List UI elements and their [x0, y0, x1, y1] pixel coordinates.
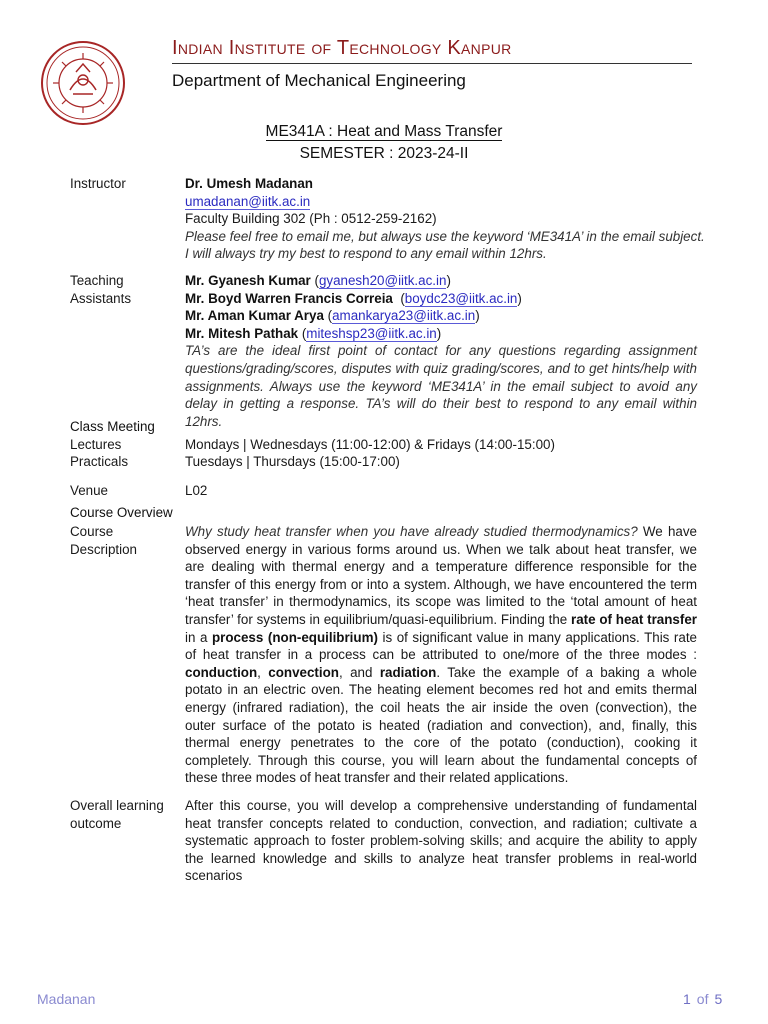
instructor-office: Faculty Building 302 (Ph : 0512-259-2162) — [185, 211, 437, 227]
iitk-logo — [40, 40, 126, 126]
instructor-note-line2: I will always try my best to respond to any email within 12hrs. — [185, 246, 547, 262]
ta-item: Mr. Mitesh Pathak (miteshsp23@iitk.ac.in) — [185, 325, 442, 341]
course-overview-heading: Course Overview — [70, 505, 173, 520]
ta-item: Mr. Boyd Warren Francis Correia (boydc23@iitk.ac.in) — [185, 290, 522, 306]
ta-label: Teaching Assistants — [70, 273, 132, 306]
instructor-label: Instructor — [70, 176, 126, 191]
semester: SEMESTER : 2023-24-II — [299, 145, 469, 162]
page-number: 1 of 5 — [683, 991, 723, 1007]
ta-email-link[interactable]: boydc23@iitk.ac.in — [404, 290, 518, 306]
ta-block — [185, 272, 697, 430]
department-name: Department of Mechanical Engineering — [172, 71, 466, 90]
course-description-label: Course Description — [70, 524, 137, 557]
course-title: ME341A : Heat and Mass Transfer — [265, 123, 503, 140]
learning-outcome-label: Overall learning outcome — [70, 798, 164, 831]
ta-email-link[interactable]: gyanesh20@iitk.ac.in — [318, 273, 447, 288]
ta-email-link[interactable]: miteshsp23@iitk.ac.in — [306, 325, 437, 341]
instructor-block — [185, 175, 705, 263]
instructor-email-link[interactable]: umadanan@iitk.ac.in — [185, 193, 311, 209]
instructor-name: Dr. Umesh Madanan — [185, 176, 313, 191]
practicals-schedule: Tuesdays | Thursdays (15:00-17:00) — [185, 454, 400, 469]
learning-outcome: After this course, you will develop a comprehensive understanding of fundamental heat transfer concepts related to conduction, convection, and radiation; cultivate a systematic approach to foster problem-solving skills; and acquire the ability to apply the learned knowledge and skills to analyze heat transfer problems in real-world scenarios — [185, 798, 697, 884]
ta-email-link[interactable]: amankarya23@iitk.ac.in — [332, 308, 476, 324]
instructor-note-line1: Please feel free to email me, but always use the keyword ‘ME341A’ in the email subject. — [185, 228, 705, 244]
venue-value: L02 — [185, 483, 208, 498]
footer-author: Madanan — [37, 991, 96, 1007]
header-rule — [172, 63, 692, 64]
course-description: Why study heat transfer when you have already studied thermodynamics? We have observed energy in various forms around us. When we talk about heat transfer, we are dealing with thermal energy and a temperature difference responsible for the transfer of this energy from or into a system. Although, we have encountered the term ‘heat transfer’ in thermodynamics, its scope was limited to the ‘total amount of heat transfer’ for systems in equilibrium/quasi-equilibrium. Finding the rate of heat transfer in a process (non-equilibrium) is of significant value in many applications. This rate of heat transfer in a process can be attributed to one/more of the three modes : conduction, convection, and radiation. Take the example of a baking a whole potato in an electric oven. The heating element becomes red hot and emits thermal energy (infrared radiation), the coil heats the air inside the oven (convection), the outer surface of the potato is heated (radiation and convection), and, finally, this thermal energy penetrates to the core of the potato (conduction), cooking it completely. Through this course, you will learn about the fundamental concepts of these three modes of heat transfer and their related applications. — [185, 524, 697, 786]
institute-name: Indian Institute of Technology Kanpur — [172, 37, 512, 59]
ta-item: Mr. Aman Kumar Arya (amankarya23@iitk.ac.in) — [185, 308, 480, 324]
venue-label: Venue — [70, 483, 108, 498]
lectures-label: Lectures — [70, 437, 122, 452]
class-meeting-heading: Class Meeting — [70, 419, 155, 434]
ta-item: Mr. Gyanesh Kumar (gyanesh20@iitk.ac.in) — [185, 273, 451, 288]
ta-note: TA’s are the ideal first point of contact for any questions regarding assignment questions/grading/scores, disputes with quiz grading/scores, and to get hints/help with assignments. Always use the keyword ‘ME341A’ in the email subject to avoid any delay in getting a response. TA’s will do their best to respond to any email within 12hrs. — [185, 343, 697, 429]
practicals-label: Practicals — [70, 454, 129, 469]
lectures-schedule: Mondays | Wednesdays (11:00-12:00) & Fridays (14:00-15:00) — [185, 437, 555, 452]
